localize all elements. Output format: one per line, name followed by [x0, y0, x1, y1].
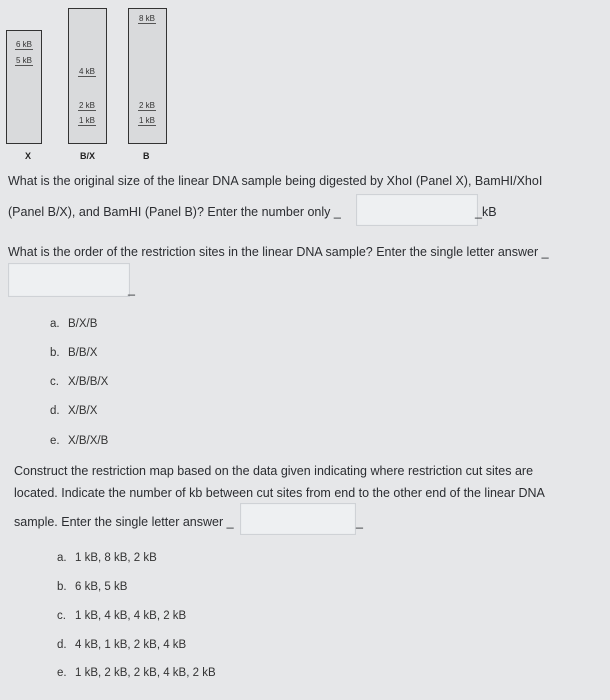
list-item: d. 4 kB, 1 kB, 2 kB, 4 kB	[57, 639, 187, 651]
list-item: a. B/X/B	[50, 318, 98, 330]
list-item: d. X/B/X	[50, 405, 98, 417]
gel-band: 6 kB	[15, 40, 32, 49]
unit-label	[475, 206, 497, 219]
gel-band: 1 kB	[138, 116, 155, 125]
gel-lane-label: B/X	[80, 151, 96, 161]
gel-band: 2 kB	[78, 101, 95, 110]
unit-text: kB	[481, 205, 497, 219]
gel-band: 4 kB	[78, 67, 95, 76]
gel-band: 2 kB	[138, 101, 155, 110]
question-1-line1: What is the original size of the linear DNA sample being digested by XhoI (Panel X), BamHI/XhoI	[8, 174, 543, 188]
blank-underscore: _	[333, 205, 341, 219]
list-item: a. 1 kB, 8 kB, 2 kB	[57, 552, 157, 564]
gel-band: 1 kB	[78, 116, 95, 125]
blank-underscore: _	[356, 515, 363, 529]
original-size-input[interactable]	[356, 194, 478, 226]
blank-underscore: _	[541, 245, 549, 259]
question-3-line1: Construct the restriction map based on the data given indicating where restriction cut sites are	[14, 464, 534, 478]
question-3-line2: located. Indicate the number of kb between cut sites from end to the other end of the linear DNA	[14, 486, 545, 500]
question-1-line2-text: (Panel B/X), and BamHI (Panel B)? Enter the number only	[8, 205, 331, 219]
list-item: c. X/B/B/X	[50, 376, 109, 388]
list-item: c. 1 kB, 4 kB, 4 kB, 2 kB	[57, 610, 187, 622]
list-item: e. X/B/X/B	[50, 435, 109, 447]
gel-band: 8 kB	[138, 14, 155, 23]
blank-underscore: _	[226, 515, 234, 529]
blank-underscore: _	[475, 205, 482, 219]
gel-lane-label: X	[25, 151, 32, 161]
blank-underscore: _	[128, 282, 135, 296]
question-2-text	[8, 246, 549, 259]
restriction-map-input[interactable]	[240, 503, 356, 535]
gel-band: 5 kB	[15, 56, 32, 65]
list-item: b. 6 kB, 5 kB	[57, 581, 128, 593]
list-item: e. 1 kB, 2 kB, 2 kB, 4 kB, 2 kB	[57, 667, 216, 679]
list-item: b. B/B/X	[50, 347, 98, 359]
gel-lane-label: B	[143, 151, 150, 161]
restriction-order-input[interactable]	[8, 263, 130, 297]
question-3-line3-text: sample. Enter the single letter answer	[14, 515, 224, 529]
question-1-line2	[8, 206, 341, 219]
question-2-text-main: What is the order of the restriction sites in the linear DNA sample? Enter the single letter answer	[8, 245, 539, 259]
question-3-line3	[14, 516, 234, 529]
